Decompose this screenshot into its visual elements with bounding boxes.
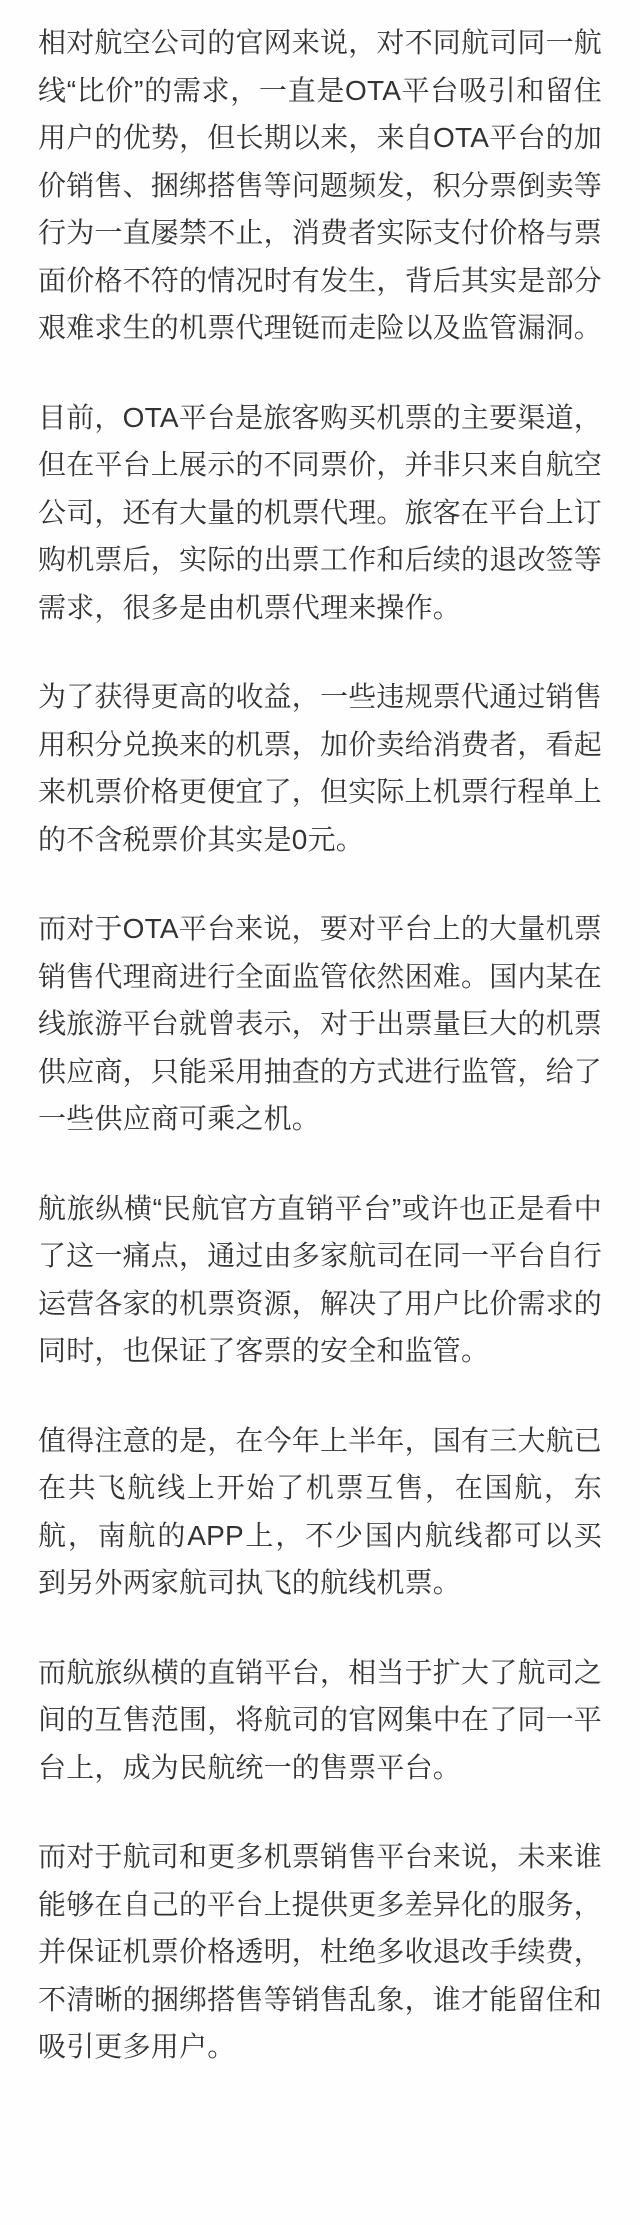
article-paragraph: 目前，OTA平台是旅客购买机票的主要渠道，但在平台上展示的不同票价，并非只来自航空公司，还有大量的机票代理。旅客在平台上订购机票后，实际的出票工作和后续的退改签等需求，很多是由机票代理来操作。 xyxy=(38,401,603,623)
article-paragraph: 而对于OTA平台来说，要对平台上的大量机票销售代理商进行全面监管依然困难。国内某在线旅游平台就曾表示，对于出票量巨大的机票供应商，只能采用抽查的方式进行监管，给了一些供应商可乘之机。 xyxy=(38,913,603,1134)
article-paragraph: 相对航空公司的官网来说，对不同航司同一航线“比价”的需求，一直是OTA平台吸引和留住用户的优势，但长期以来，来自OTA平台的加价销售、捆绑搭售等问题频发，积分票倒卖等行为一直屡禁不止，消费者实际支付价格与票面价格不符的情况时有发生，背后其实是部分艰难求生的机票代理铤而走险以及监管漏洞。 xyxy=(38,27,603,343)
article-body xyxy=(38,19,602,2071)
article-paragraph: 值得注意的是，在今年上半年，国有三大航已在共飞航线上开始了机票互售，在国航，东航，南航的APP上，不少国内航线都可以买到另外两家航司执飞的航线机票。 xyxy=(38,1424,603,1598)
article-paragraph: 为了获得更高的收益，一些违规票代通过销售用积分兑换来的机票，加价卖给消费者，看起来机票价格更便宜了，但实际上机票行程单上的不含税票价其实是0元。 xyxy=(38,681,603,855)
article-paragraph: 而航旅纵横的直销平台，相当于扩大了航司之间的互售范围，将航司的官网集中在了同一平台上，成为民航统一的售票平台。 xyxy=(38,1656,603,1783)
article-paragraph: 航旅纵横“民航官方直销平台”或许也正是看中了这一痛点，通过由多家航司在同一平台自行运营各家的机票资源，解决了用户比价需求的同时，也保证了客票的安全和监管。 xyxy=(38,1192,603,1366)
article-paragraph: 而对于航司和更多机票销售平台来说，未来谁能够在自己的平台上提供更多差异化的服务，并保证机票价格透明，杜绝多收退改手续费，不清晰的捆绑搭售等销售乱象，谁才能留住和吸引更多用户。 xyxy=(38,1841,603,2062)
